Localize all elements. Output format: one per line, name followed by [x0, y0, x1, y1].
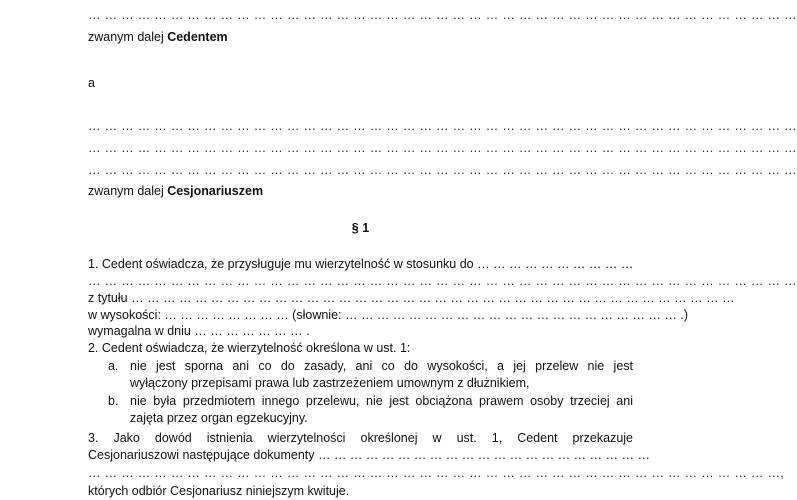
p1-line-5: wymagalna w dniu … … … … … … … .	[88, 324, 310, 338]
conjunction-a: a	[88, 76, 95, 90]
cesjonariusz-term: Cesjonariuszem	[167, 184, 264, 198]
cedent-term: Cedentem	[167, 30, 228, 44]
item-b-line-1: nie była przedmiotem innego przelewu, nie jest obciążona prawem osoby trzeciej ani	[130, 394, 633, 408]
cesjonariusz-prefix: zwanym dalej	[88, 184, 168, 198]
p3-line-2: Cesjonariuszowi następujące dokumenty … … … … … … … … … … … … … … … … … … … … …	[88, 448, 650, 462]
section-heading: § 1	[351, 221, 370, 235]
dotted-line-3: … … … … … … … … … … … … … … … … … … … … … … … … … … … … … … … … … … … … … … … … … … …	[88, 163, 797, 177]
p3-line-1: 3. Jako dowód istnienia wierzytelności określonej w ust. 1, Cedent przekazuje	[88, 431, 633, 445]
list-marker-b: b.	[108, 394, 119, 408]
dotted-line-1: … … … … … … … … … … … … … … … … … … … … … … … … … … … … … … … … … … … … … … … … … … …	[88, 119, 797, 133]
p3-line-3: … … … … … … … … … … … … … … … … … … … … … … … … … … … … … … … … … … … … … … … … … …,	[88, 466, 785, 480]
item-a-line-2: wyłączony przepisami prawa lub zastrzeżeniem umownym z dłużnikiem,	[130, 376, 530, 390]
p1-line-2: … … … … … … … … … … … … … … … … … … … … … … … … … … … … … … … … … … … … … … … … … … …	[88, 274, 797, 288]
dotted-line-top: … … … … … … … … … … … … … … … … … … … … … … … … … … … … … … … … … … … … … … … … … … …	[88, 8, 797, 22]
cedent-prefix: zwanym dalej	[88, 30, 168, 44]
cesjonariusz-line	[88, 183, 263, 199]
p1-line-4: w wysokości: … … … … … … … … (słownie: … … … … … … … … … … … … … … … … … … … … … .)	[88, 308, 689, 322]
list-marker-a: a.	[108, 359, 119, 373]
p1-line-1: 1. Cedent oświadcza, że przysługuje mu wierzytelność w stosunku do … … … … … … … … … …	[88, 257, 634, 271]
item-a-line-1: nie jest sporna ani co do zasady, ani co do wysokości, a jej przelew nie jest	[130, 359, 633, 373]
dotted-line-2: … … … … … … … … … … … … … … … … … … … … … … … … … … … … … … … … … … … … … … … … … … …	[88, 141, 797, 155]
p2-intro: 2. Cedent oświadcza, że wierzytelność określona w ust. 1:	[88, 341, 411, 355]
cedent-line	[88, 29, 228, 45]
item-b-line-2: zajęta przez organ egzekucyjny.	[130, 411, 308, 425]
list-item-b	[108, 393, 633, 427]
list-item-a	[108, 358, 633, 392]
p3-line-4: których odbiór Cesjonariusz niniejszym kwituje.	[88, 484, 350, 498]
p1-line-3: z tytułu … … … … … … … … … … … … … … … … … … … … … … … … … … … … … … … … … … … … … …	[88, 291, 735, 305]
